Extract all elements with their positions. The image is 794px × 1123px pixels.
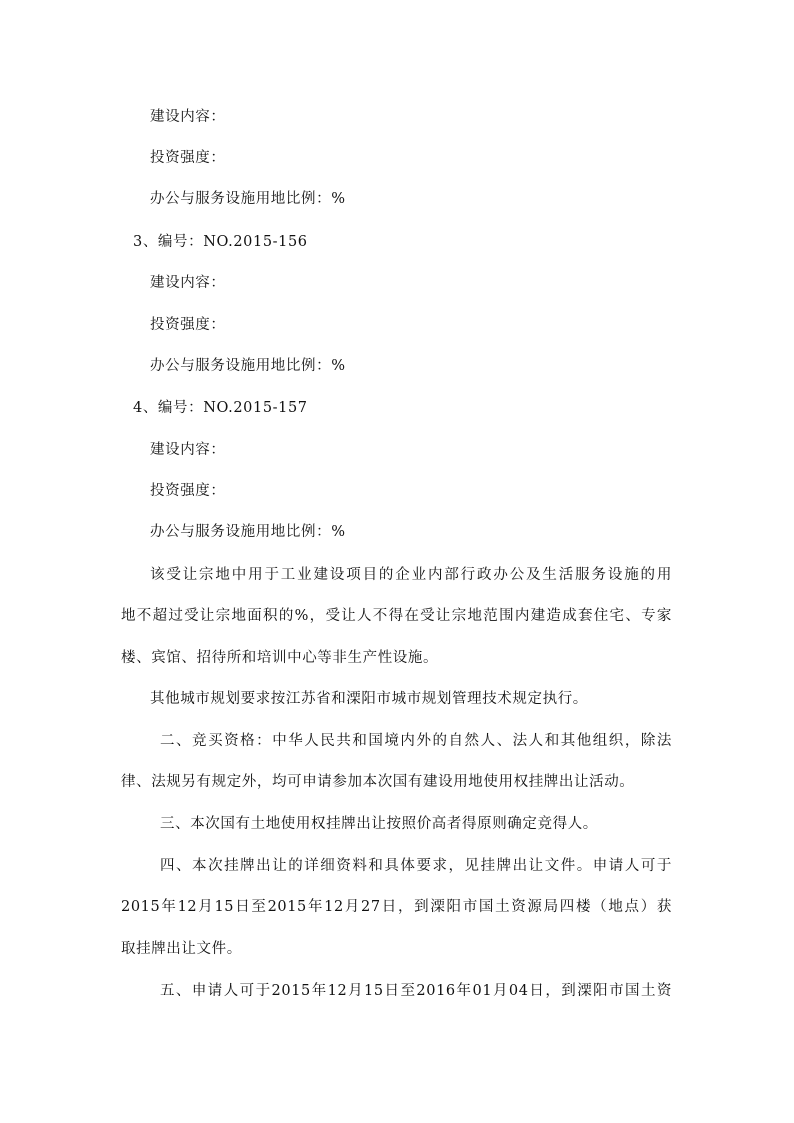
planning-paragraph: 其他城市规划要求按江苏省和溧阳市城市规划管理技术规定执行。 bbox=[150, 691, 588, 707]
office-ratio-label: 办公与服务设施用地比例：% bbox=[150, 524, 346, 540]
construction-content-label: 建设内容： bbox=[150, 275, 226, 291]
item-number: 4、编号：NO.2015-157 bbox=[133, 400, 308, 416]
principle-paragraph: 三、本次国有土地使用权挂牌出让按照价高者得原则确定竞得人。 bbox=[160, 816, 598, 832]
office-ratio-label: 办公与服务设施用地比例：% bbox=[150, 191, 346, 207]
construction-content-label: 建设内容： bbox=[150, 109, 226, 125]
documents-paragraph-line: 取挂牌出让文件。 bbox=[121, 941, 242, 957]
application-paragraph-line: 五、申请人可于2015年12月15日至2016年01月04日，到溧阳市国土资 bbox=[160, 983, 672, 999]
investment-intensity-label: 投资强度： bbox=[150, 317, 226, 333]
investment-intensity-label: 投资强度： bbox=[150, 483, 226, 499]
office-ratio-label: 办公与服务设施用地比例：% bbox=[150, 358, 346, 374]
item-number: 3、编号：NO.2015-156 bbox=[133, 234, 308, 250]
documents-paragraph-line: 2015年12月15日至2015年12月27日，到溧阳市国土资源局四楼（地点）获 bbox=[121, 899, 672, 915]
eligibility-paragraph-line: 律、法规另有规定外，均可申请参加本次国有建设用地使用权挂牌出让活动。 bbox=[121, 774, 635, 790]
construction-content-label: 建设内容： bbox=[150, 442, 226, 458]
documents-paragraph-line: 四、本次挂牌出让的详细资料和具体要求，见挂牌出让文件。申请人可于 bbox=[160, 858, 672, 874]
investment-intensity-label: 投资强度： bbox=[150, 150, 226, 166]
eligibility-paragraph-line: 二、竞买资格：中华人民共和国境内外的自然人、法人和其他组织，除法 bbox=[160, 733, 672, 749]
land-use-paragraph-line: 该受让宗地中用于工业建设项目的企业内部行政办公及生活服务设施的用 bbox=[150, 567, 672, 583]
land-use-paragraph-line: 地不超过受让宗地面积的%，受让人不得在受让宗地范围内建造成套住宅、专家 bbox=[121, 608, 672, 624]
land-use-paragraph-line: 楼、宾馆、招待所和培训中心等非生产性设施。 bbox=[121, 650, 439, 666]
